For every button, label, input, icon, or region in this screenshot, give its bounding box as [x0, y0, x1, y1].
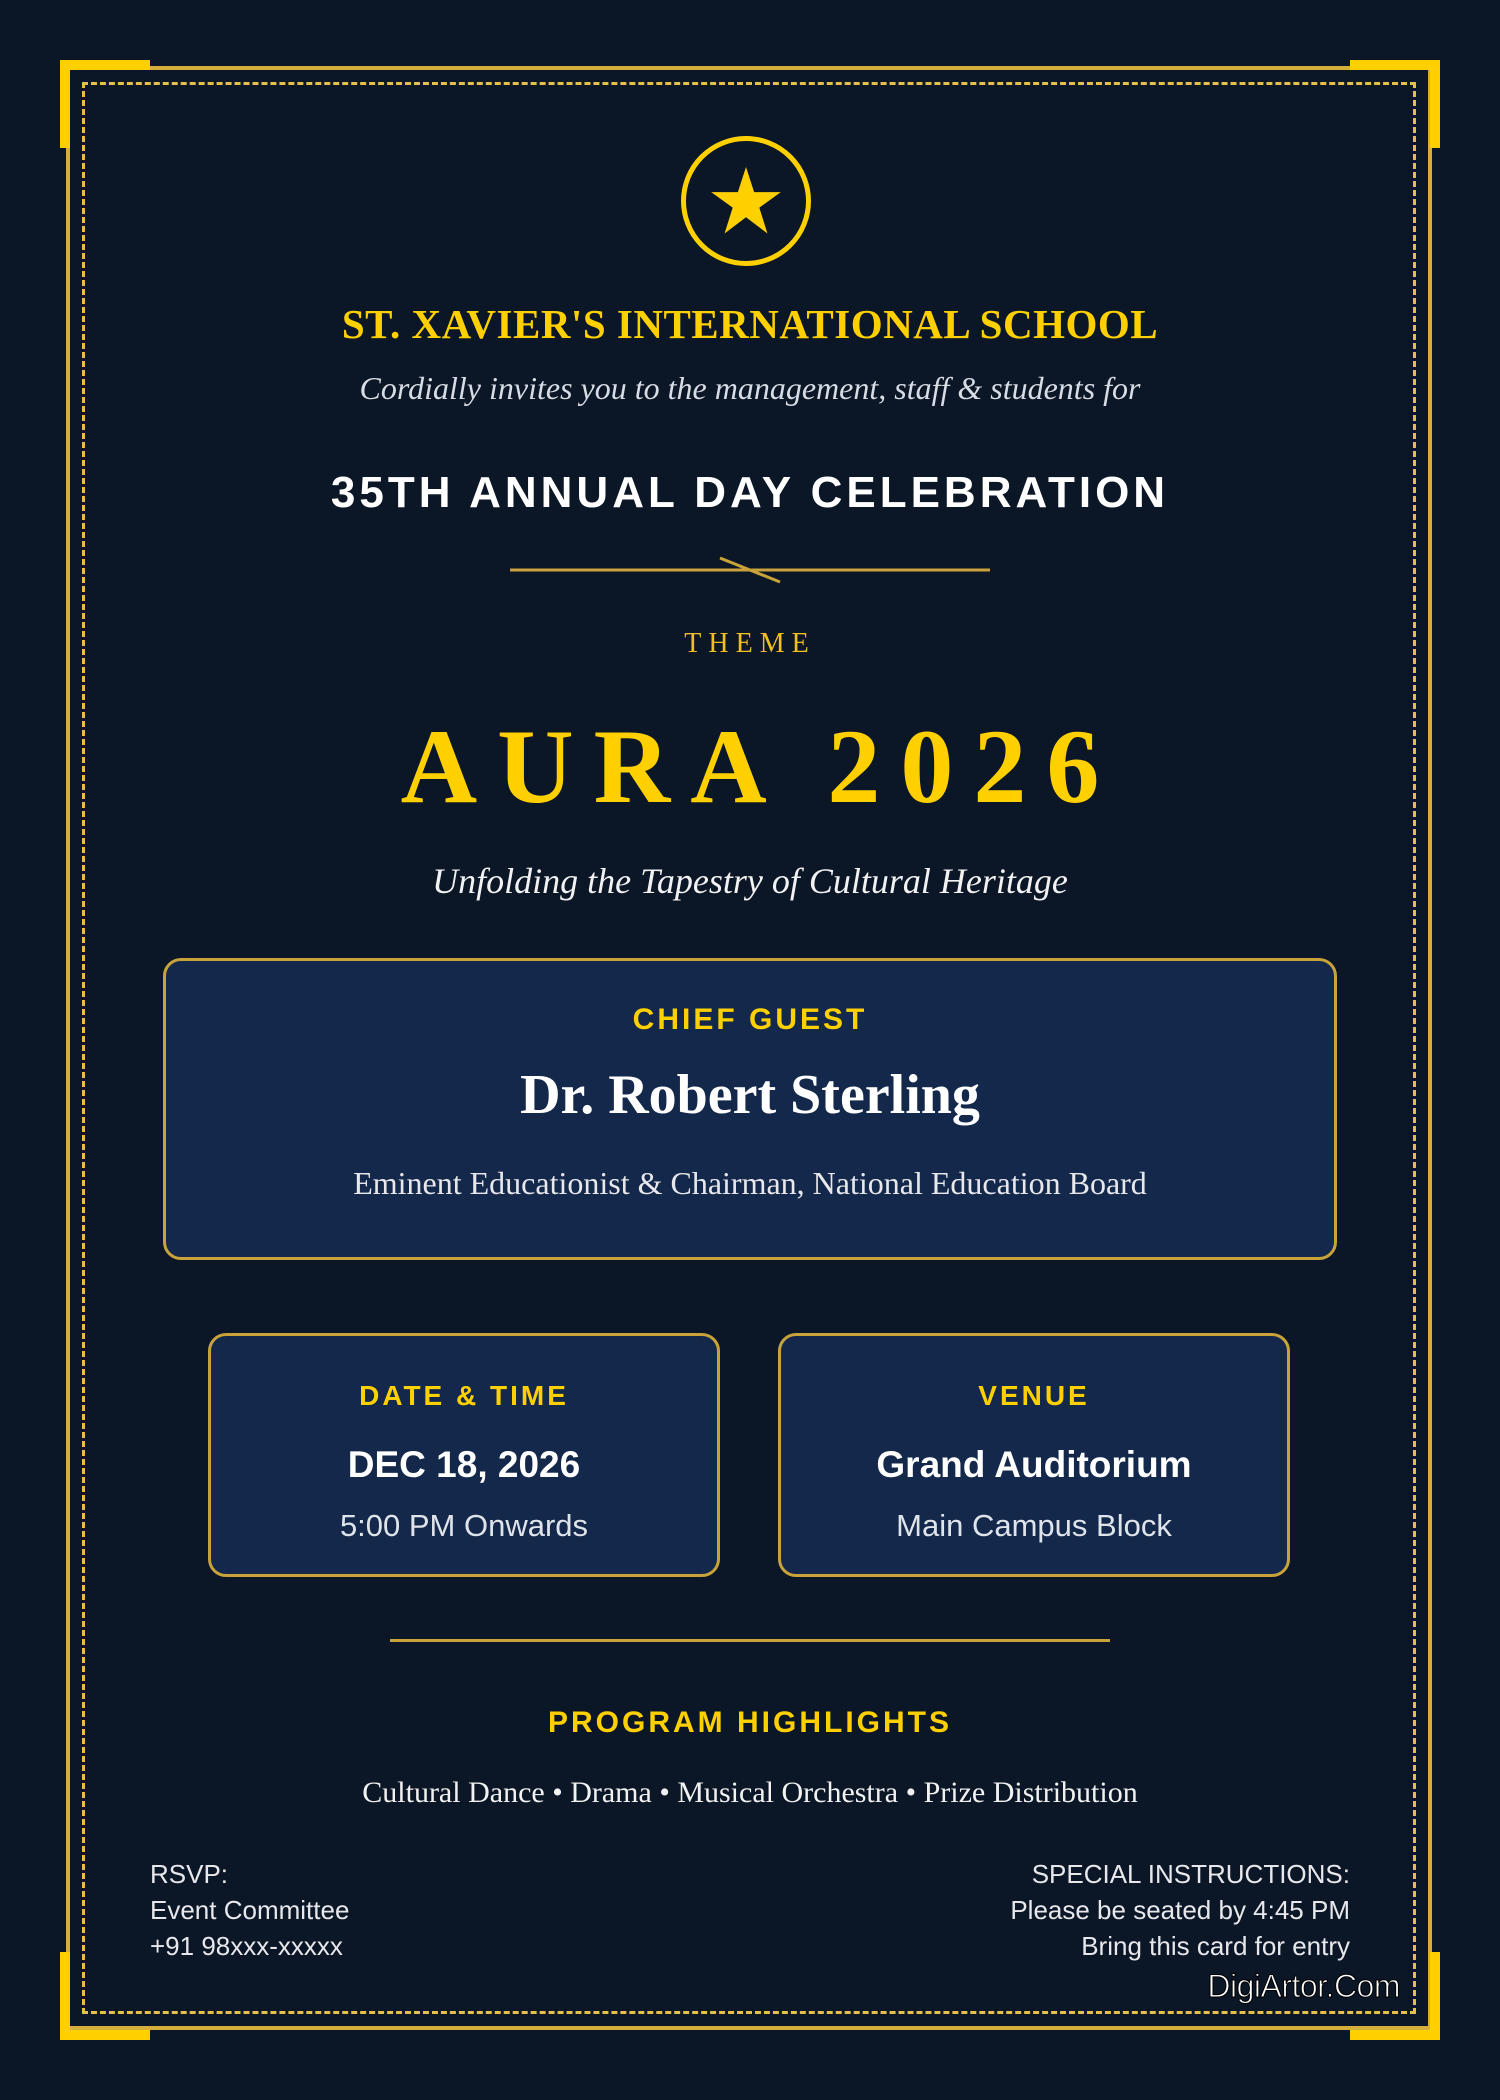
star-badge — [681, 136, 811, 266]
star-icon — [709, 164, 783, 238]
event-date: DEC 18, 2026 — [347, 1444, 581, 1485]
corner-accent-top-right — [1430, 60, 1440, 148]
chief-guest-description: Eminent Educationist & Chairman, National Education Board — [353, 1165, 1147, 1201]
theme-tagline: Unfolding the Tapestry of Cultural Heritage — [432, 861, 1068, 901]
event-title: 35TH ANNUAL DAY CELEBRATION — [330, 468, 1170, 517]
corner-accent-bottom-left — [60, 1952, 70, 2040]
section-divider — [390, 1639, 1110, 1642]
venue-location: Main Campus Block — [896, 1508, 1172, 1543]
program-highlights-title: PROGRAM HIGHLIGHTS — [548, 1706, 952, 1739]
invitation-line: Cordially invites you to the management, staff & students for — [359, 370, 1141, 406]
corner-accent-top-left — [60, 60, 150, 70]
instructions-line-1: Please be seated by 4:45 PM — [1010, 1895, 1350, 1925]
venue-label: VENUE — [978, 1380, 1090, 1411]
date-time-box — [208, 1333, 720, 1577]
chief-guest-name: Dr. Robert Sterling — [520, 1064, 980, 1126]
corner-accent-top-left — [60, 60, 70, 148]
corner-accent-bottom-left — [60, 2030, 150, 2040]
corner-accent-bottom-right — [1350, 2030, 1440, 2040]
venue-name: Grand Auditorium — [876, 1444, 1192, 1485]
rsvp-label: RSVP: — [150, 1859, 229, 1889]
corner-accent-bottom-right — [1430, 1952, 1440, 2040]
instructions-line-2: Bring this card for entry — [1081, 1931, 1350, 1961]
corner-accent-top-right — [1350, 60, 1440, 70]
ornament-divider — [508, 552, 992, 588]
program-highlights-list: Cultural Dance • Drama • Musical Orchestra • Prize Distribution — [362, 1776, 1138, 1809]
watermark: DigiArtor.Com — [1207, 1968, 1400, 2004]
theme-name: AURA 2026 — [400, 708, 1120, 825]
venue-box — [778, 1333, 1290, 1577]
rsvp-contact: Event Committee — [150, 1895, 350, 1925]
event-time: 5:00 PM Onwards — [339, 1508, 589, 1543]
special-instructions-block — [1010, 1856, 1350, 1964]
date-time-label: DATE & TIME — [359, 1380, 569, 1411]
instructions-label: SPECIAL INSTRUCTIONS: — [1031, 1859, 1350, 1889]
theme-label: THEME — [684, 628, 816, 659]
chief-guest-label: CHIEF GUEST — [632, 1003, 868, 1036]
rsvp-phone: +91 98xxx-xxxxx — [150, 1931, 343, 1961]
chief-guest-box — [163, 958, 1337, 1260]
school-name: ST. XAVIER'S INTERNATIONAL SCHOOL — [341, 301, 1159, 347]
rsvp-block — [150, 1856, 349, 1964]
